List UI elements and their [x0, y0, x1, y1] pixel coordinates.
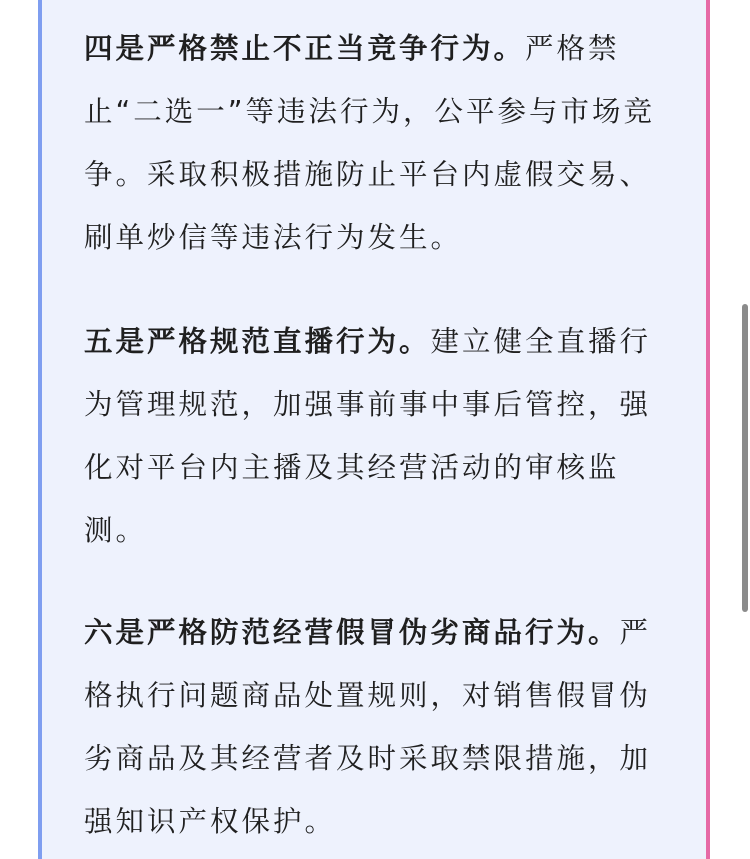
paragraph-heading: 六是严格防范经营假冒伪劣商品行为。: [84, 616, 620, 649]
paragraph-body: 严格禁止“二选一”等违法行为，公平参与市场竞争。采取积极措施防止平台内虚假交易、刷单炒信等违法行为发生。: [84, 32, 656, 254]
paragraph-4: [84, 17, 669, 269]
paragraph-body: 严格执行问题商品处置规则，对销售假冒伪劣商品及其经营者及时采取禁限措施，加强知识产权保护。: [84, 616, 652, 838]
paragraph-heading: 四是严格禁止不正当竞争行为。: [84, 32, 526, 65]
paragraph-6: [84, 601, 669, 853]
scrollbar[interactable]: [742, 304, 748, 612]
paragraph-body: 建立健全直播行为管理规范，加强事前事中事后管控，强化对平台内主播及其经营活动的审核监测。: [84, 325, 652, 547]
paragraph-heading: 五是严格规范直播行为。: [84, 325, 431, 358]
paragraph-5: [84, 310, 669, 562]
